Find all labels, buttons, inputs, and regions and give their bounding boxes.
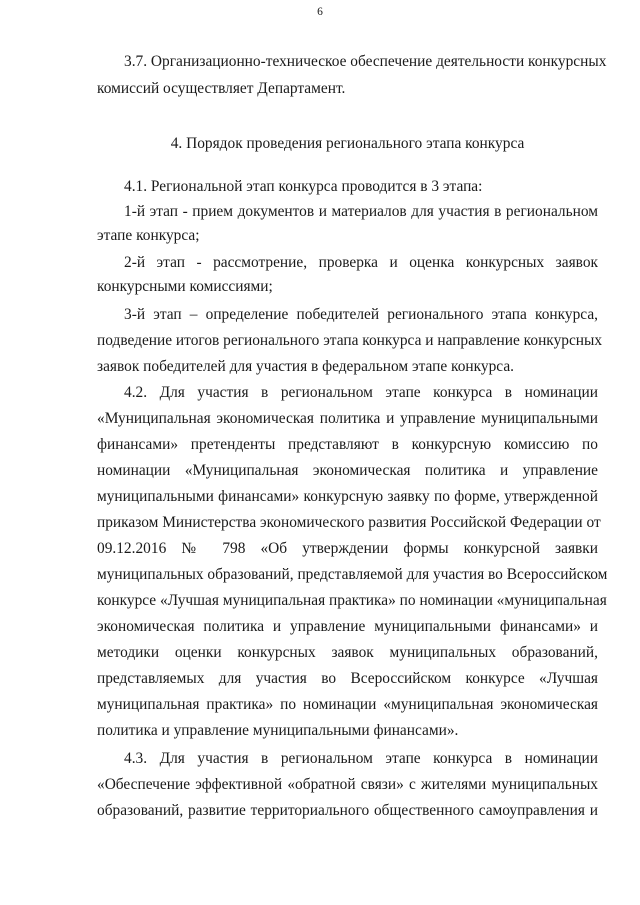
text-line: политика и управление муниципальными финансами». — [97, 722, 459, 739]
text-line: 3.7. Организационно-техническое обеспечение деятельности конкурсных — [124, 53, 607, 70]
text-line: методики оценки конкурсных заявок муниципальных образований, — [97, 644, 598, 661]
text-line: муниципальных образований, представляемой для участия во Всероссийском — [97, 566, 608, 583]
text-line: приказом Министерства экономического развития Российской Федерации от — [97, 514, 601, 531]
text-line: 4.3. Для участия в региональном этапе конкурса в номинации — [124, 750, 598, 767]
text-line: «Муниципальная экономическая политика и управление муниципальными — [97, 410, 598, 427]
text-line: 3-й этап – определение победителей регионального этапа конкурса, — [124, 306, 598, 323]
text-line: муниципальная практика» по номинации «муниципальная экономическая — [97, 696, 598, 713]
text-line: экономическая политика и управление муниципальными финансами» и — [97, 618, 598, 635]
text-line: 09.12.2016 № 798 «Об утверждении формы конкурсной заявки — [97, 540, 598, 557]
text-line: этапе конкурса; — [97, 227, 200, 244]
text-line: финансами» претенденты представляют в конкурсную комиссию по — [97, 436, 598, 453]
text-line: муниципальными финансами» конкурсную заявку по форме, утвержденной — [97, 488, 598, 505]
text-line: образований, развитие территориального общественного самоуправления и — [97, 802, 598, 819]
text-line: номинации «Муниципальная экономическая политика и управление — [97, 462, 598, 479]
text-line: подведение итогов регионального этапа конкурса и направление конкурсных — [97, 332, 603, 349]
text-line: комиссий осуществляет Департамент. — [97, 80, 346, 97]
section-heading: 4. Порядок проведения регионального этапа конкурса — [170, 135, 525, 152]
page-number: 6 — [317, 6, 323, 18]
text-line: 1-й этап - прием документов и материалов для участия в региональном — [124, 203, 598, 220]
text-line: конкурсе «Лучшая муниципальная практика» по номинации «муниципальная — [97, 592, 607, 609]
text-line: представляемых для участия во Всероссийском конкурсе «Лучшая — [97, 670, 598, 687]
text-line: 4.2. Для участия в региональном этапе конкурса в номинации — [124, 384, 598, 401]
text-line: 4.1. Региональной этап конкурса проводится в 3 этапа: — [124, 178, 483, 195]
text-line: 2-й этап - рассмотрение, проверка и оценка конкурсных заявок — [124, 254, 598, 271]
text-line: заявок победителей для участия в федеральном этапе конкурса. — [97, 358, 515, 375]
text-line: конкурсными комиссиями; — [97, 278, 273, 295]
text-line: «Обеспечение эффективной «обратной связи» с жителями муниципальных — [97, 776, 598, 793]
